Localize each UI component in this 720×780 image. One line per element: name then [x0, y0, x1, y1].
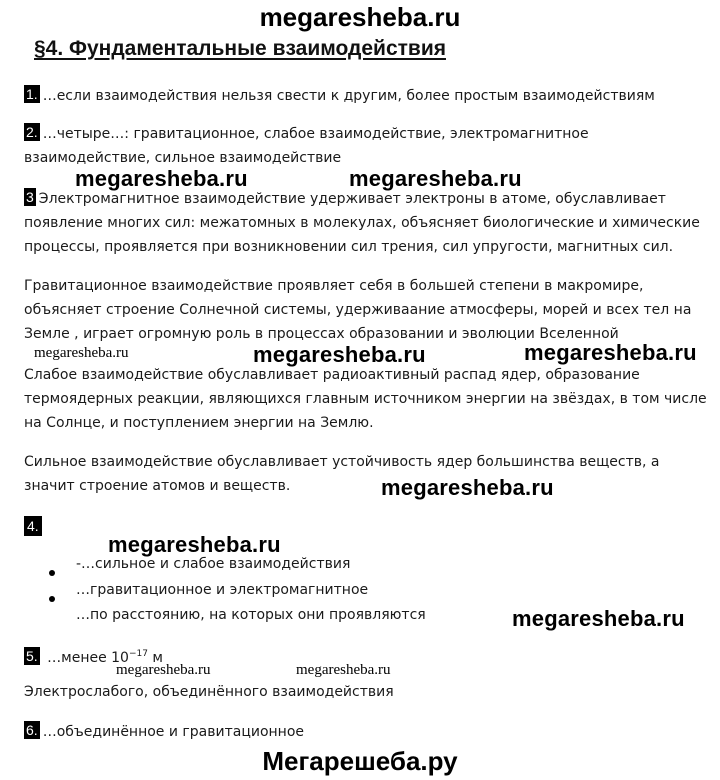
bullet-icon: [49, 587, 55, 606]
answer-5-text-before: …менее 10: [47, 650, 129, 666]
answer-5-exponent: −17: [128, 649, 148, 659]
watermark: megaresheba.ru: [253, 342, 426, 367]
answer-number: 1.: [26, 86, 38, 102]
answer-6-text: …объединённое и гравитационное: [42, 724, 305, 740]
answer-2-line-2: взаимодействие, сильное взаимодействие: [24, 150, 342, 166]
watermark: megaresheba.ru: [349, 166, 522, 191]
answer-5-text-after: м: [147, 650, 163, 666]
answer-number: 6.: [26, 722, 38, 738]
watermark: megaresheba.ru: [116, 662, 211, 678]
bullet-icon: [49, 561, 55, 580]
answer-5-line-2: Электрослабого, объединённого взаимодействия: [24, 684, 394, 700]
page-title: §4. Фундаментальные взаимодействия: [34, 37, 446, 60]
answer-2: [24, 122, 589, 146]
answer-3-p3-line-3: на Солнце, и поступлением энергии на Землю.: [24, 415, 374, 431]
answer-4-item-3: …по расстоянию, на которых они проявляются: [76, 607, 426, 623]
answer-3-p2-line-3: Земле , играет огромную роль в процессах образовании и эволюции Вселенной: [24, 326, 619, 342]
site-footer: Мегарешеба.ру: [262, 746, 458, 776]
answer-2-line-1: …четыре…: гравитационное, слабое взаимодействие, электромагнитное: [42, 126, 589, 142]
answer-6: [24, 720, 304, 744]
answer-4-item-2: …гравитационное и электромагнитное: [76, 582, 369, 598]
answer-3-p3-line-2: термоядерных реакции, являющихся главным источником энергии на звёздах, в том числе: [24, 391, 707, 407]
answer-3: [24, 187, 666, 211]
answer-3-p2-line-2: объясняет строение Солнечной системы, удерживаание атмосферы, морей и всех тел на: [24, 302, 692, 318]
answer-3-p1-line-3: процессы, проявляется при возникновении сил трения, сил упругости, магнитных сил.: [24, 239, 674, 255]
answer-3-p4-line-2: значит строение атомов и веществ.: [24, 478, 291, 494]
watermark: megaresheba.ru: [75, 166, 248, 191]
watermark: megaresheba.ru: [512, 606, 685, 631]
answer-3-p2-line-1: Гравитационное взаимодействие проявляет себя в большей степени в макромире,: [24, 278, 644, 294]
answer-3-p1-line-2: появление многих сил: межатомных в молекулах, объясняет биологические и химические: [24, 215, 700, 231]
answer-number: 4.: [24, 516, 42, 536]
answer-number: 5.: [26, 648, 38, 664]
answer-3-p1-line-1: Электромагнитное взаимодействие удерживает электроны в атоме, обуславливает: [38, 191, 666, 207]
answer-3-p3-line-1: Слабое взаимодействие обуславливает радиоактивный распад ядер, образование: [24, 367, 640, 383]
answer-4: [24, 516, 42, 536]
watermark: megaresheba.ru: [108, 532, 281, 557]
watermark: megaresheba.ru: [381, 475, 554, 500]
site-header: megaresheba.ru: [259, 2, 461, 32]
answer-1-text: …если взаимодействия нельзя свести к другим, более простым взаимодействиям: [42, 88, 655, 104]
watermark: megaresheba.ru: [296, 662, 391, 678]
answer-number: 2.: [26, 124, 38, 140]
watermark: megaresheba.ru: [524, 340, 697, 365]
answer-4-item-1: -…сильное и слабое взаимодействия: [76, 556, 351, 572]
answer-1: [24, 84, 655, 108]
answer-number: 3: [26, 189, 34, 205]
watermark: megaresheba.ru: [34, 345, 129, 361]
answer-3-p4-line-1: Сильное взаимодействие обуславливает устойчивость ядер большинства веществ, а: [24, 454, 660, 470]
